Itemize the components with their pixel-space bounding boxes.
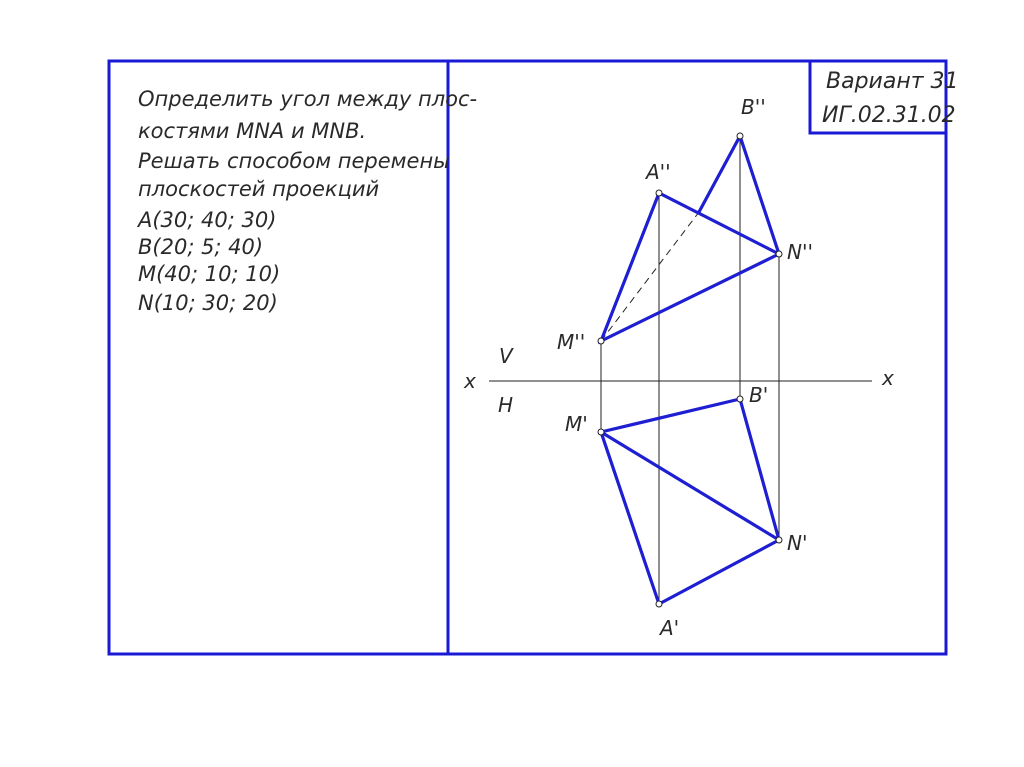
task-line: Определить угол между плос-	[138, 87, 478, 111]
hidden-line-mb	[601, 212, 699, 341]
label-a1: A'	[660, 616, 680, 640]
point-a2	[656, 190, 662, 196]
point-n2	[776, 251, 782, 257]
point-a1	[656, 601, 662, 607]
drawing-code: ИГ.02.31.02	[822, 103, 956, 128]
coord-M: M(40; 10; 10)	[138, 262, 281, 286]
horizontal-projection	[601, 399, 779, 604]
x-axis-label-left: x	[464, 369, 476, 393]
coord-N: N(10; 30; 20)	[138, 291, 278, 315]
triangle-mna-frontal	[601, 193, 779, 341]
label-n1: N'	[787, 531, 808, 555]
quad-horizontal	[601, 399, 779, 604]
coord-A: A(30; 40; 30)	[138, 208, 277, 232]
point-b1	[737, 396, 743, 402]
task-line: костями MNA и MNB.	[138, 119, 367, 143]
label-m1: M'	[565, 412, 588, 436]
point-m1	[598, 429, 604, 435]
label-a2: A''	[646, 160, 671, 184]
label-n2: N''	[787, 240, 813, 264]
triangle-mnb-frontal	[699, 136, 779, 254]
variant-label: Вариант 31	[826, 69, 959, 94]
coord-B: B(20; 5; 40)	[138, 235, 264, 259]
point-m2	[598, 338, 604, 344]
frontal-projection	[601, 136, 779, 341]
label-b2: B''	[741, 95, 766, 119]
label-b1: B'	[749, 383, 769, 407]
task-line: Решать способом перемены	[138, 149, 450, 173]
x-axis-label-right: x	[882, 366, 894, 390]
label-m2: M''	[557, 330, 586, 354]
task-text	[136, 87, 477, 315]
point-b2	[737, 133, 743, 139]
plane-v-label: V	[499, 344, 513, 368]
point-n1	[776, 537, 782, 543]
task-line: плоскостей проекций	[138, 177, 380, 201]
plane-h-label: H	[498, 393, 514, 417]
